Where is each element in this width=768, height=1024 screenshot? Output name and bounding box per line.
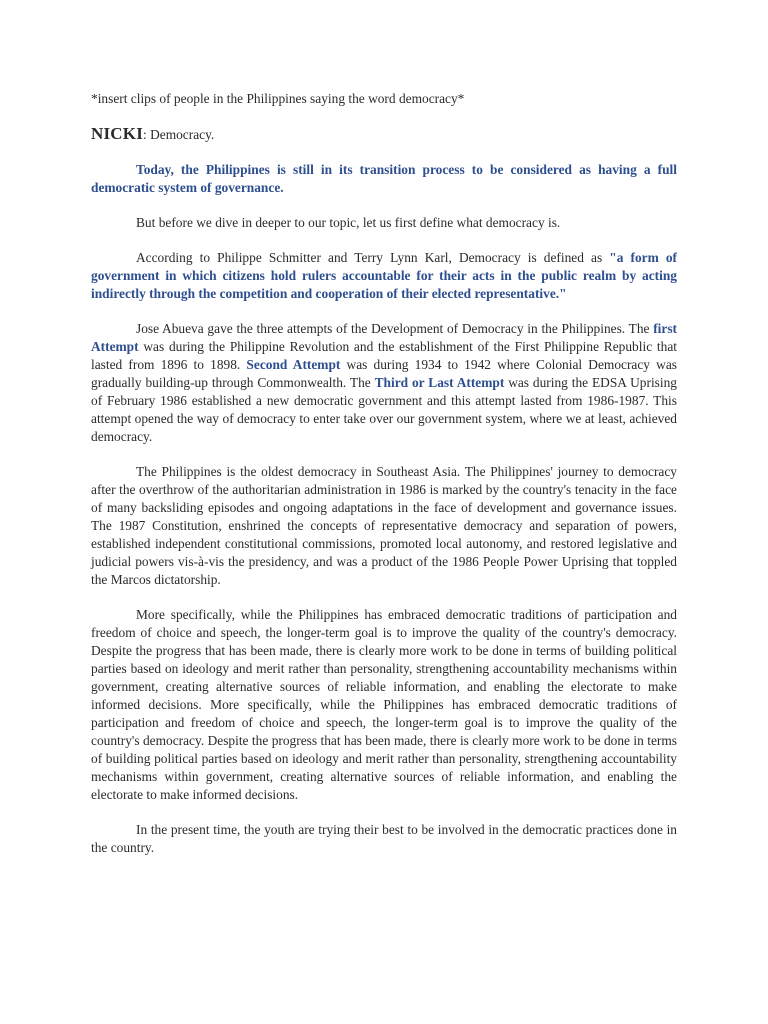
speaker-line (91, 125, 677, 144)
paragraph-more-specifically: More specifically, while the Philippines has embraced democratic traditions of participation and freedom of choice and speech, the longer-term goal is to improve the quality of the country's democracy. Despite the progress that has been made, there is clearly more work to be done in terms of building political parties based on ideology and merit rather than personality, strengthening accountability mechanisms within government, creating alternative sources of reliable information, and enabling the electorate to make informed decisions. More specifically, while the Philippines has embraced democratic traditions of participation and freedom of choice and speech, the longer-term goal is to improve the quality of the country's democracy. Despite the progress that has been made, there is clearly more work to be done in terms of building political parties based on ideology and merit rather than personality, strengthening accountability mechanisms within government, creating alternative sources of reliable information, and enabling the electorate to make informed decisions. (91, 607, 677, 802)
paragraph-three-attempts (91, 320, 677, 446)
third-attempt-label: Third or Last Attempt (374, 375, 505, 390)
definition-quote: "a form of government in which citizens hold rulers accountable for their acts in the public realm by acting indirectly through the competition and cooperation of their elected representative." (91, 250, 677, 301)
speaker-name: NICKI (91, 124, 144, 143)
speaker-text: : Democracy. (143, 127, 215, 142)
definition-lead: According to Philippe Schmitter and Terry Lynn Karl, Democracy is defined as (136, 250, 610, 265)
paragraph-define-intro: But before we dive in deeper to our topic, let us first define what democracy is. (136, 215, 561, 230)
document-page (91, 90, 677, 857)
paragraph-definition (91, 249, 677, 303)
paragraph-oldest-democracy: The Philippines is the oldest democracy in Southeast Asia. The Philippines' journey to democracy after the overthrow of the authoritarian administration in 1986 is marked by the country's tenacity in the face of many backsliding episodes and ongoing adaptations in the face of development and governance issues. The 1987 Constitution, enshrined the concepts of representative democracy and separation of powers, established independent constitutional commissions, promoted local autonomy, and restored legislative and judicial powers vis-à-vis the presidency, and was a product of the 1986 People Power Uprising that toppled the Marcos dictatorship. (91, 464, 677, 587)
paragraph-transition: Today, the Philippines is still in its transition process to be considered as having a full democratic system of governance. (91, 162, 677, 195)
stage-note: *insert clips of people in the Philippines saying the word democracy* (91, 91, 465, 106)
abueva-text-3: was during 1934 to 1942 where Colonial Democracy was gradually building-up through Commonwealth. The (91, 357, 677, 390)
paragraph-youth: In the present time, the youth are trying their best to be involved in the democratic practices done in the country. (91, 822, 677, 855)
abueva-text-2: was during the Philippine Revolution and the establishment of the First Philippine Republic that lasted from 1896 to 1898. (91, 339, 677, 372)
abueva-text-1: Jose Abueva gave the three attempts of the Development of Democracy in the Philippines. The (136, 321, 654, 336)
abueva-text-4: was during the EDSA Uprising of February 1986 established a new democratic government and this attempt lasted from 1986-1987. This attempt opened the way of democracy to enter take over our government system, where we at least, achieved democracy. (91, 375, 677, 444)
second-attempt-label: Second Attempt (246, 357, 341, 372)
first-attempt-label: first Attempt (91, 321, 677, 354)
